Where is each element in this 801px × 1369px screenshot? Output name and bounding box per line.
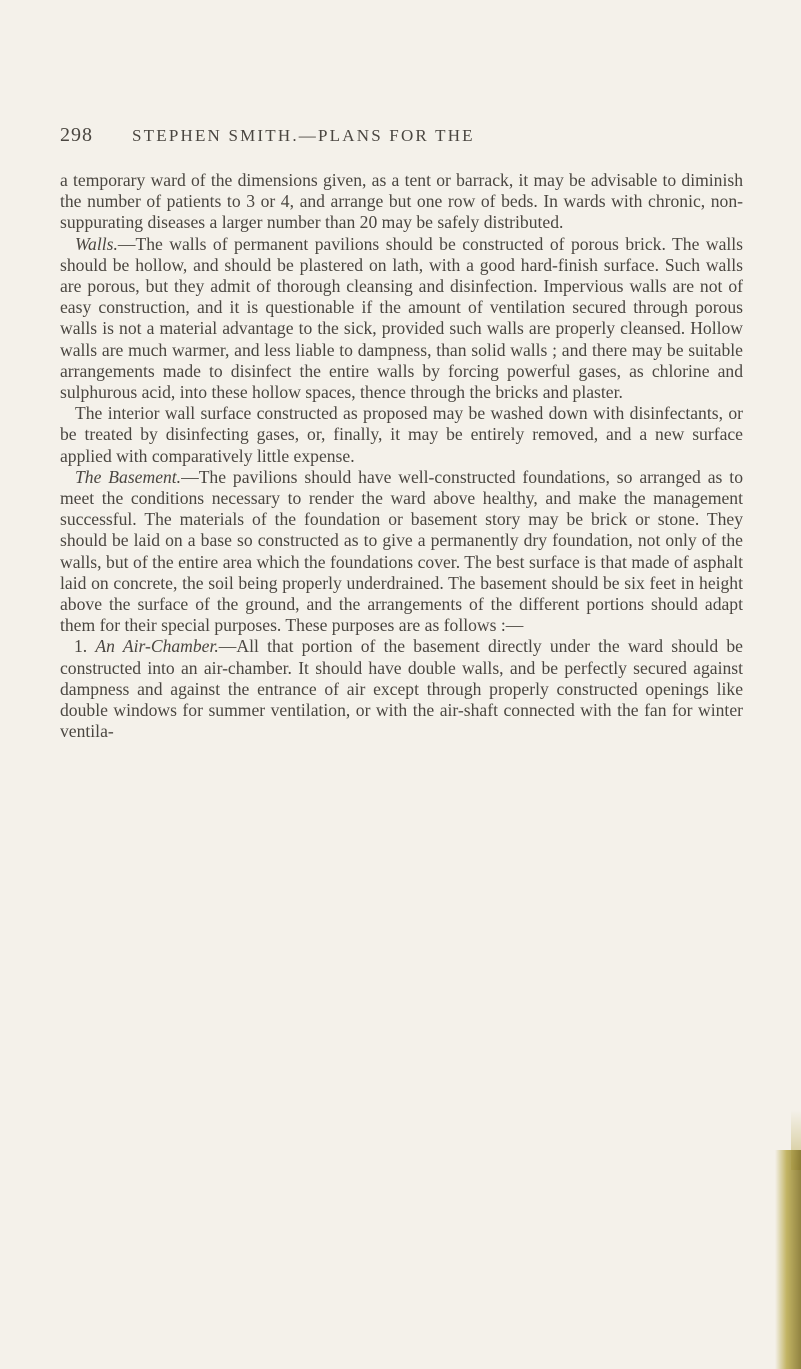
- paragraph-text: The interior wall surface constructed as proposed may be washed down with disinfectants, or be treated by disinfecting gases, or, finally, it may be entirely removed, and a new surface applied with comparatively little expense.: [60, 403, 743, 466]
- list-number: 1.: [74, 636, 88, 657]
- paragraph-text: —The walls of permanent pavilions should be constructed of porous brick. The walls should be hollow, and should be plastered on lath, with a good hard-finish surface. Such walls are porous, but they admit of thorough cleansing and disinfection. Impervious walls are not of easy construction, and it is questionable if the amount of ventilation secured through porous walls is not a material advantage to the sick, provided such walls are properly cleansed. Hollow walls are much warmer, and less liable to dampness, than solid walls ; and there may be suitable arrangements made to disinfect the entire walls by forcing powerful gases, as chlorine and sulphurous acid, into these hollow spaces, thence through the bricks and plaster.: [60, 233, 743, 403]
- body-text: [60, 170, 743, 742]
- paragraph-air-chamber: [60, 636, 743, 742]
- page-number: 298: [60, 124, 93, 146]
- section-heading-air-chamber: An Air-Chamber.: [95, 636, 219, 657]
- paragraph-basement: [60, 467, 743, 637]
- page-header: [60, 124, 740, 150]
- paragraph-text: —All that portion of the basement directly under the ward should be constructed into an air-chamber. It should have double walls, and be perfectly secured against dampness and against the entrance of air except through properly constructed openings like double windows for summer ventilation, or with the air-shaft connected with the fan for winter ventila-: [60, 636, 743, 742]
- section-heading-walls: Walls.: [75, 233, 118, 254]
- paragraph-text: —The pavilions should have well-constructed foundations, so arranged as to meet the conditions necessary to render the ward above healthy, and make the management successful. The materials of the foundation or basement story may be brick or stone. They should be laid on a base so constructed as to give a permanently dry foundation, not only of the walls, but of the entire area which the foundations cover. The best surface is that made of asphalt laid on concrete, the soil being properly underdrained. The basement should be six feet in height above the surface of the ground, and the arrangements of the different portions should adapt them for their special purposes. These purposes are as follows :—: [60, 466, 743, 636]
- paragraph-interior-wall: [60, 403, 743, 467]
- section-heading-basement: The Basement.: [75, 466, 182, 487]
- paragraph-continuation: [60, 170, 743, 234]
- page-edge-stain: [775, 1150, 801, 1369]
- running-head: STEPHEN SMITH.—PLANS FOR THE: [132, 126, 475, 145]
- paragraph-walls: [60, 234, 743, 404]
- paragraph-text: a temporary ward of the dimensions given, as a tent or barrack, it may be advisable to diminish the number of patients to 3 or 4, and arrange but one row of beds. In wards with chronic, non-suppurating diseases a larger number than 20 may be safely distributed.: [60, 170, 743, 233]
